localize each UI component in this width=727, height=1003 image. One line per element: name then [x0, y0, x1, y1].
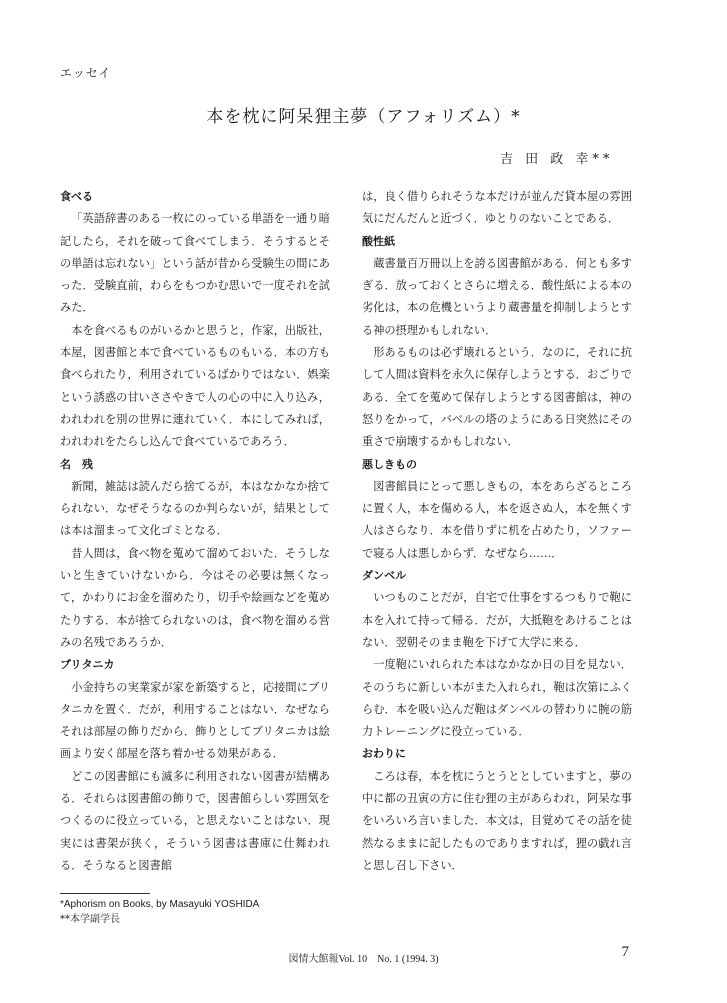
footnote-english-title: *Aphorism on Books, by Masayuki YOSHIDA	[60, 899, 260, 910]
body-paragraph: 小金持ちの実業家が家を新築すると，応接間にブリタニカを置く．だが，利用することはない．なぜならそれは部屋の飾りだから．飾りとしてブリタニカは絵画より安く部屋を落ち着かせる効果がある．	[60, 680, 330, 761]
section-heading: ダンベル	[362, 569, 407, 583]
section-heading: 名 残	[60, 457, 93, 471]
body-paragraph: 本を食べるものがいるかと思うと，作家，出版社，本屋，図書館と本で食べているものもいる．本の方も食べられたり，利用されているばかりではない．娯楽という誘惑の甘いささやきで人の心の中に入り込み，われわれを別の世界に連れていく．本にしてみれば，われわれをたらし込んで食べているであろう．	[60, 323, 330, 449]
body-paragraph: は，良く借りられそうな本だけが並んだ貸本屋の雰囲気にだんだんと近づく．ゆとりのないことである．	[362, 190, 632, 226]
body-paragraph: 図書館員にとって悪しきもの，本をあらざるところに置く人，本を傷める人，本を返さぬ人，本を無くす人はさらなり．本を借りずに机を占めたり，ソファーで寝る人は悪しからず．なぜなら……．	[362, 479, 632, 560]
section-heading: ブリタニカ	[60, 658, 115, 672]
page-number: 7	[621, 944, 629, 960]
author-name: 吉 田 政 幸**	[500, 152, 614, 167]
body-paragraph: 新聞，雑誌は読んだら捨てるが，本はなかなか捨てられない．なぜそうなるのか判らないが，結果としては本は溜まって文化ゴミとなる．	[60, 479, 330, 538]
section-heading: 酸性紙	[362, 234, 395, 248]
left-column	[60, 186, 330, 877]
body-paragraph: どこの図書館にも滅多に利用されない図書が結構ある．それらは図書館の飾りで，図書館らしい雰囲気をつくるのに役立っている，と思えないことはない．現実には書架が狭く，そういう図書は書庫に仕舞われる．そうなると図書館	[60, 769, 330, 872]
section-heading: おわりに	[362, 747, 406, 761]
body-paragraph: ころは春，本を枕にうとうととしていますと，夢の中に都の丑寅の方に住む狸の主があらわれ，阿呆な事をいろいろ言いました．本文は，目覚めてその話を徒然なるままに記したものでありますれば，狸の戯れ言と思し召し下さい．	[362, 769, 632, 872]
body-paragraph: 形あるものは必ず壊れるという．なのに，それに抗して人間は資料を永久に保存しようとする．おごりである．全てを蒐めて保存しようとする図書館は，神の怒りをかって，バベルの塔のようにある日突然にその重さで崩壊するかもしれない．	[362, 346, 632, 449]
body-paragraph: いつものことだが，自宅で仕事をするつもりで鞄に本を入れて持って帰る．だが，大抵鞄をあけることはない．翌朝そのまま鞄を下げて大学に来る．	[362, 591, 632, 649]
body-paragraph: 一度鞄にいれられた本はなかなか日の目を見ない．そのうちに新しい本がまた入れられ，鞄は次第にふくらむ．本を吸い込んだ鞄はダンベルの替わりに腕の筋力トレーニングに役立っている．	[362, 658, 632, 739]
article-title: 本を枕に阿呆狸主夢（アフォリズム）*	[206, 107, 521, 127]
footnote-divider	[60, 893, 150, 894]
section-heading: 悪しきもの	[362, 457, 417, 471]
body-paragraph: 「英語辞書のある一枚にのっている単語を一通り暗記したら，それを破って食べてしまう．そうするとその単語は忘れない」という話が昔から受験生の間にあった．受験直前，わらをもつかむ思いで一度それを試みた．	[60, 212, 330, 315]
journal-citation: 図情大館報Vol. 10 No. 1 (1994. 3)	[288, 954, 439, 965]
section-heading: 食べる	[60, 190, 93, 203]
right-column	[362, 186, 632, 877]
body-paragraph: 昔人間は，食べ物を蒐めて溜めておいた．そうしないと生きていけないから．今はその必要は無くなって，かわりにお金を溜めたり，切手や絵画などを蒐めたりする．本が捨てられないのは，食べ物を溜める営みの名残であろうか．	[60, 546, 330, 649]
category-label: エッセイ	[60, 66, 112, 80]
footnote-author-title: **本学副学長	[60, 914, 120, 925]
body-paragraph: 蔵書量百万冊以上を誇る図書館がある．何とも多すぎる．放っておくとさらに増える．酸性紙による本の劣化は，本の危機というより蔵書量を抑制しようとする神の摂理かもしれない．	[362, 256, 632, 337]
